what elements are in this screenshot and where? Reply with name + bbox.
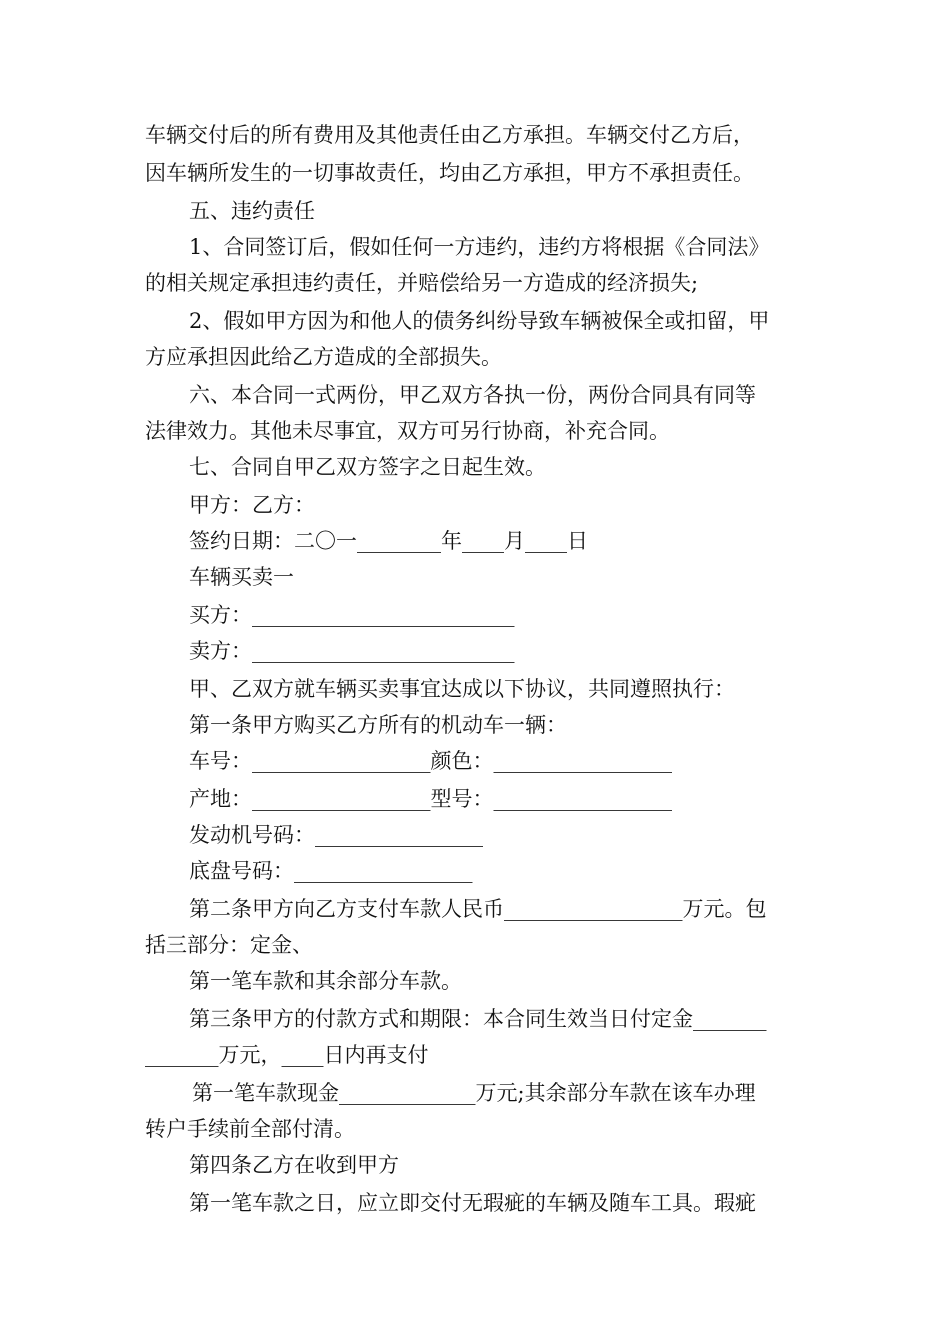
section-heading: 五、违约责任 [189, 199, 315, 223]
paragraph-line: 第一笔车款现金_____________万元;其余部分车款在该车办理 [192, 1081, 756, 1105]
paragraph-line: 法律效力。其他未尽事宜，双方可另行协商，补充合同。 [145, 419, 670, 443]
paragraph-line: 2、假如甲方因为和他人的债务纠纷导致车辆被保全或扣留，甲 [189, 309, 770, 333]
plate-color-field: 车号：_________________颜色：_________________ [189, 749, 672, 773]
signature-line: 甲方：乙方： [189, 493, 315, 517]
paragraph-line: 的相关规定承担违约责任，并赔偿给另一方造成的经济损失; [145, 271, 699, 295]
paragraph-line: 因车辆所发生的一切事故责任，均由乙方承担，甲方不承担责任。 [145, 161, 754, 185]
paragraph-line: 车辆交付后的所有费用及其他责任由乙方承担。车辆交付乙方后， [145, 123, 754, 147]
paragraph-line: 括三部分：定金、 [145, 933, 313, 957]
paragraph-line: 六、本合同一式两份，甲乙双方各执一份，两份合同具有同等 [189, 383, 756, 407]
sign-date-line: 签约日期：二〇一________年____月____日 [189, 529, 588, 553]
paragraph-line: 第四条乙方在收到甲方 [189, 1153, 399, 1177]
engine-number-field: 发动机号码：________________ [189, 823, 483, 847]
paragraph-line: 方应承担因此给乙方造成的全部损失。 [145, 345, 502, 369]
paragraph-line: 七、合同自甲乙双方签字之日起生效。 [189, 455, 546, 479]
paragraph-line: 第一条甲方购买乙方所有的机动车一辆： [189, 713, 567, 737]
paragraph-line: 第三条甲方的付款方式和期限：本合同生效当日付定金_______ [189, 1007, 767, 1031]
paragraph-line: 第一笔车款和其余部分车款。 [189, 969, 462, 993]
paragraph-line: 转户手续前全部付清。 [145, 1117, 355, 1141]
paragraph-line: 第二条甲方向乙方支付车款人民币_________________万元。包 [189, 897, 767, 921]
paragraph-line: 1、合同签订后，假如任何一方违约，违约方将根据《合同法》 [189, 235, 770, 259]
buyer-field: 买方：_________________________ [189, 603, 515, 627]
seller-field: 卖方：_________________________ [189, 639, 515, 663]
chassis-number-field: 底盘号码：_________________ [189, 859, 473, 883]
paragraph-line: _______万元，____日内再支付 [145, 1043, 429, 1067]
origin-model-field: 产地：_________________型号：_________________ [189, 787, 672, 811]
section-heading: 车辆买卖一 [189, 565, 294, 589]
paragraph-line: 甲、乙双方就车辆买卖事宜达成以下协议，共同遵照执行： [189, 677, 735, 701]
paragraph-line: 第一笔车款之日，应立即交付无瑕疵的车辆及随车工具。瑕疵 [189, 1191, 756, 1215]
